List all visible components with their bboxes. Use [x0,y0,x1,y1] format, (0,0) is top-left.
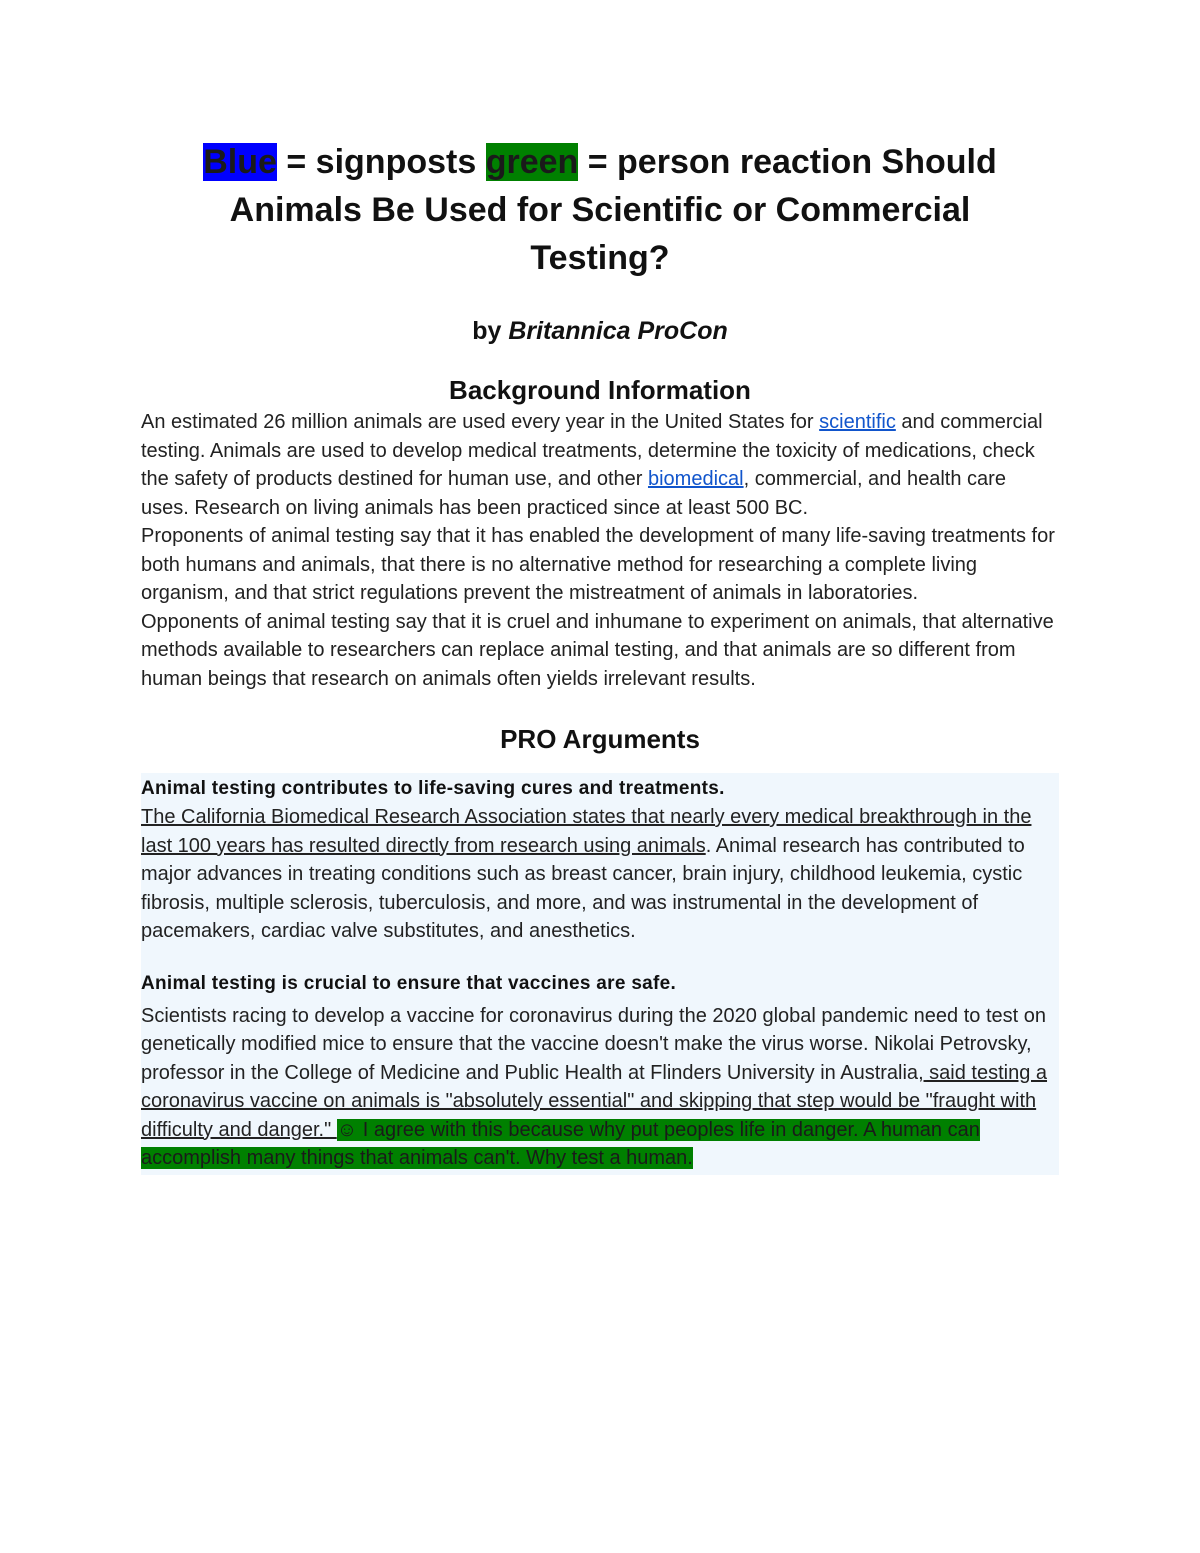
pro-argument-1-underlined: The California Biomedical Research Association states that nearly every medical breakthrough in the last 100 years has resulted directly from research using animals [141,806,1032,857]
scientific-link[interactable]: scientific [819,411,896,433]
document-page [141,138,1059,1175]
pro-arguments-box [141,773,1059,1175]
pro-argument-1-body [141,803,1059,946]
title-text: = person reaction Should Animals Be Used for Scientific or Commercial Testing? [229,143,997,277]
background-p1-text-c: , commercial, and health care uses. Research on living animals has been practiced since at least 500 BC. [141,468,1006,519]
pro-argument-2-title: Animal testing is crucial to ensure that vaccines are safe. [141,972,677,994]
document-title [141,138,1059,282]
background-p1-text-a: An estimated 26 million animals are used every year in the United States for [141,411,820,433]
legend-blue-text: = signposts [276,143,486,181]
background-paragraph-3: Opponents of animal testing say that it is cruel and inhumane to experiment on animals, that alternative methods available to researchers can replace animal testing, and that animals are so different from human beings that research on animals often yields irrelevant results. [141,610,1054,690]
pro-argument-2-underlined: , said testing a coronavirus vaccine on animals is "absolutely essential" and skipping that step would be "fraught with difficulty and danger." [141,1061,1048,1141]
background-heading: Background Information [449,375,751,405]
biomedical-link[interactable]: biomedical [647,468,744,490]
byline-author: Britannica ProCon [508,317,728,345]
pro-argument-2-body [141,1002,1059,1173]
legend-green-highlight: green [485,143,579,181]
byline [141,314,1059,348]
reader-reaction-highlight: ☺ I agree with this because why put peoples life in danger. A human can accomplish many things that animals can't. Why test a human. [141,1118,980,1169]
legend-blue-highlight: Blue [203,143,277,181]
pro-argument-1-rest: . Animal research has contributed to major advances in treating conditions such as breast cancer, brain injury, childhood leukemia, cystic fibrosis, multiple sclerosis, tuberculosis, and more, and was instrumental in the development of pacemakers, cardiac valve substitutes, and anesthetics. [141,834,1025,942]
byline-prefix: by [472,317,509,345]
background-paragraph-1 [141,408,1059,522]
pro-arguments-heading: PRO Arguments [500,724,700,754]
background-paragraph-2: Proponents of animal testing say that it has enabled the development of many life-saving treatments for both humans and animals, that there is no alternative method for researching a complete living organism, and that strict regulations prevent the mistreatment of animals in laboratories. [141,525,1055,604]
background-p1-text-b: and commercial testing. Animals are used to develop medical treatments, determine the toxicity of medications, check the safety of products destined for human use, and other [141,411,1043,490]
pro-argument-1-title: Animal testing contributes to life-saving cures and treatments. [141,778,725,799]
pro-argument-2-text: Scientists racing to develop a vaccine for coronavirus during the 2020 global pandemic need to test on genetically modified mice to ensure that the vaccine doesn't make the virus worse. Nikolai Petrovsky, professor in the College of Medicine and Public Health at Flinders University in Australia [141,1004,1046,1084]
